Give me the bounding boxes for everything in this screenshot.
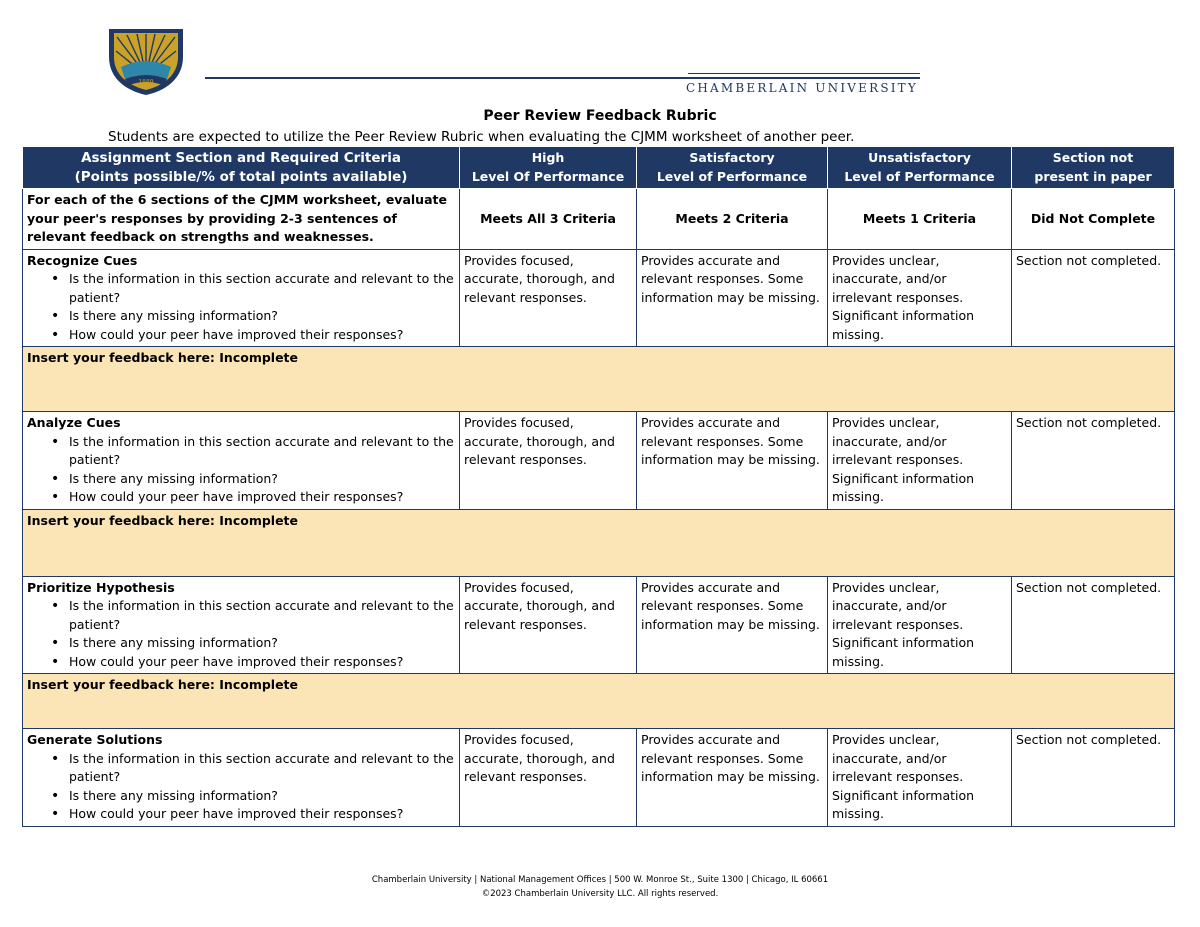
question-list [27, 433, 455, 507]
feedback-field[interactable]: Insert your feedback here: Incomplete [23, 347, 1175, 412]
question-item: • Is the information in this section accurate and relevant to the patient? [27, 433, 455, 470]
level-satisfactory: Provides accurate and relevant responses. Some information may be missing. [637, 729, 828, 827]
header-criteria: Assignment Section and Required Criteria (Points possible/% of total points available) [23, 147, 460, 189]
question-item: • How could your peer have improved their responses? [27, 488, 455, 507]
page-title: Peer Review Feedback Rubric [483, 108, 717, 124]
section-title: Generate Solutions [27, 732, 163, 747]
footer-copyright: ©2023 Chamberlain University LLC. All rights reserved. [481, 889, 719, 899]
section-title: Analyze Cues [27, 415, 121, 430]
level-unsatisfactory: Provides unclear, inaccurate, and/or irrelevant responses. Significant information missing. [828, 249, 1012, 347]
feedback-row[interactable] [23, 347, 1175, 412]
criteria-row [23, 189, 1175, 250]
level-satisfactory: Provides accurate and relevant responses. Some information may be missing. [637, 412, 828, 510]
level-not-present: Section not completed. [1012, 412, 1175, 510]
level-not-present: Section not completed. [1012, 576, 1175, 674]
question-item: • Is the information in this section accurate and relevant to the patient? [27, 750, 455, 787]
question-item: • Is the information in this section accurate and relevant to the patient? [27, 270, 455, 307]
criteria-unsatisfactory: Meets 1 Criteria [828, 189, 1012, 250]
section-cell [23, 249, 460, 347]
section-title: Recognize Cues [27, 252, 138, 268]
criteria-high: Meets All 3 Criteria [460, 189, 637, 250]
university-name: CHAMBERLAIN UNIVERSITY [686, 81, 919, 95]
level-not-present: Section not completed. [1012, 249, 1175, 347]
rubric-table [22, 146, 1175, 827]
question-item: • How could your peer have improved their responses? [27, 805, 455, 824]
question-item: • How could your peer have improved their responses? [27, 326, 455, 345]
section-title: Prioritize Hypothesis [27, 579, 175, 595]
level-unsatisfactory: Provides unclear, inaccurate, and/or irrelevant responses. Significant information missing. [828, 412, 1012, 510]
intro-text: Students are expected to utilize the Peer Review Rubric when evaluating the CJMM worksheet of another peer. [108, 129, 855, 145]
level-high: Provides focused, accurate, thorough, and relevant responses. [460, 412, 637, 510]
feedback-field[interactable]: Insert your feedback here: Incomplete [23, 674, 1175, 729]
question-list [27, 270, 455, 344]
question-list [27, 597, 455, 671]
section-row [23, 576, 1175, 674]
footer-address: Chamberlain University | National Management Offices | 500 W. Monroe St., Suite 1300 | Chicago, IL 60661 [371, 875, 829, 885]
question-item: • Is there any missing information? [27, 307, 455, 326]
question-item: • Is there any missing information? [27, 470, 455, 489]
header-rule [205, 77, 920, 79]
criteria-not-present: Did Not Complete [1012, 189, 1175, 250]
question-item: • Is there any missing information? [27, 634, 455, 653]
section-row [23, 249, 1175, 347]
level-high: Provides focused, accurate, thorough, and relevant responses. [460, 576, 637, 674]
question-item: • Is the information in this section accurate and relevant to the patient? [27, 597, 455, 634]
header-high: High Level Of Performance [460, 147, 637, 189]
question-item: • How could your peer have improved their responses? [27, 653, 455, 672]
level-high: Provides focused, accurate, thorough, and relevant responses. [460, 729, 637, 827]
logo-year: 1889 [138, 79, 154, 86]
section-cell [23, 729, 460, 827]
chamberlain-shield-logo [107, 27, 185, 95]
feedback-row[interactable] [23, 674, 1175, 729]
level-unsatisfactory: Provides unclear, inaccurate, and/or irrelevant responses. Significant information missing. [828, 729, 1012, 827]
header-unsatisfactory: Unsatisfactory Level of Performance [828, 147, 1012, 189]
section-row [23, 729, 1175, 827]
section-cell [23, 576, 460, 674]
question-item: • Is there any missing information? [27, 787, 455, 806]
level-unsatisfactory: Provides unclear, inaccurate, and/or irrelevant responses. Significant information missing. [828, 576, 1012, 674]
level-satisfactory: Provides accurate and relevant responses. Some information may be missing. [637, 249, 828, 347]
section-row [23, 412, 1175, 510]
criteria-instruction: For each of the 6 sections of the CJMM worksheet, evaluate your peer's responses by providing 2-3 sentences of relevant feedback on strengths and weaknesses. [23, 189, 460, 250]
header-rule-thin [688, 73, 920, 74]
section-cell [23, 412, 460, 510]
question-list [27, 750, 455, 824]
criteria-satisfactory: Meets 2 Criteria [637, 189, 828, 250]
level-satisfactory: Provides accurate and relevant responses. Some information may be missing. [637, 576, 828, 674]
level-high: Provides focused, accurate, thorough, and relevant responses. [460, 249, 637, 347]
feedback-field[interactable]: Insert your feedback here: Incomplete [23, 509, 1175, 576]
header-not-present: Section not present in paper [1012, 147, 1175, 189]
header-satisfactory: Satisfactory Level of Performance [637, 147, 828, 189]
feedback-row[interactable] [23, 509, 1175, 576]
level-not-present: Section not completed. [1012, 729, 1175, 827]
header-row [23, 147, 1175, 189]
page-footer [0, 873, 1200, 901]
